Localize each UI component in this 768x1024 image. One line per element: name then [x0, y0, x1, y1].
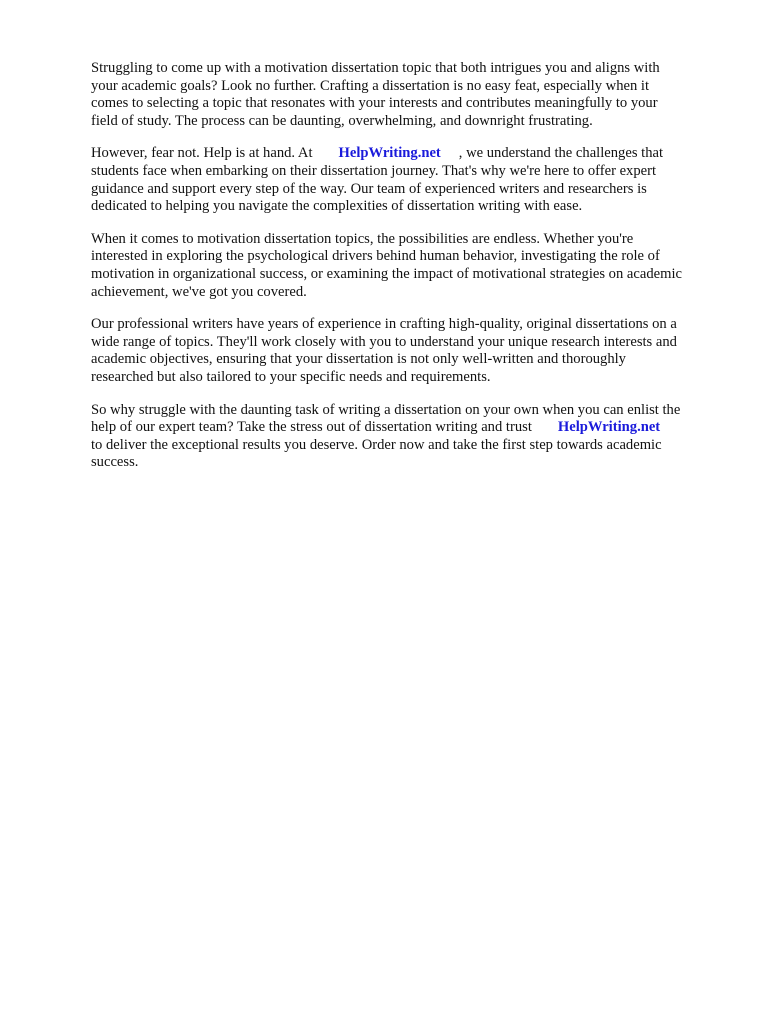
- text-line: your academic goals? Look no further. Crafting a dissertation is no easy feat, especially when it: [91, 77, 650, 94]
- helpwriting-link[interactable]: HelpWriting.net: [338, 145, 441, 162]
- text-line: interested in exploring the psychological drivers behind human behavior, investigating the role of: [91, 248, 660, 265]
- text-line: dedicated to helping you navigate the complexities of dissertation writing with ease.: [91, 198, 583, 215]
- text-line: motivation in organizational success, or examining the impact of motivational strategies on academic: [91, 265, 683, 282]
- paragraph-closing: [91, 402, 731, 472]
- text-line: So why struggle with the daunting task of writing a dissertation on your own when you can enlist the: [91, 401, 681, 418]
- helpwriting-link[interactable]: HelpWriting.net: [557, 419, 661, 436]
- paragraph-intro: [91, 60, 731, 130]
- text-segment: , we understand the challenges that: [458, 145, 664, 162]
- paragraph-writers: [91, 316, 731, 386]
- paragraph-help: [91, 145, 731, 215]
- paragraph-topics: [91, 231, 731, 301]
- text-line: Our professional writers have years of experience in crafting high-quality, original dissertations on a: [91, 316, 677, 333]
- text-line: academic objectives, ensuring that your dissertation is not only well-written and thoroughly: [91, 351, 626, 368]
- text-line: When it comes to motivation dissertation topics, the possibilities are endless. Whether you're: [91, 230, 634, 247]
- text-line: students face when embarking on their dissertation journey. That's why we're here to offer expert: [91, 162, 657, 179]
- text-line: [91, 145, 731, 163]
- text-line: to deliver the exceptional results you deserve. Order now and take the first step towards academic: [91, 436, 662, 453]
- text-line: wide range of topics. They'll work closely with you to understand your unique research interests and: [91, 333, 677, 350]
- text-line: Struggling to come up with a motivation dissertation topic that both intrigues you and aligns with: [91, 60, 660, 76]
- text-line: achievement, we've got you covered.: [91, 283, 307, 300]
- text-segment: help of our expert team? Take the stress out of dissertation writing and trust: [91, 419, 532, 436]
- text-line: success.: [91, 454, 139, 471]
- text-line: researched but also tailored to your specific needs and requirements.: [91, 368, 491, 385]
- document-body: [91, 60, 731, 487]
- text-line: field of study. The process can be daunting, overwhelming, and downright frustrating.: [91, 112, 593, 129]
- text-segment: However, fear not. Help is at hand. At: [91, 145, 313, 162]
- text-line: [91, 419, 731, 437]
- text-line: guidance and support every step of the way. Our team of experienced writers and researchers is: [91, 180, 647, 197]
- text-line: comes to selecting a topic that resonates with your interests and contributes meaningfully to your: [91, 95, 658, 112]
